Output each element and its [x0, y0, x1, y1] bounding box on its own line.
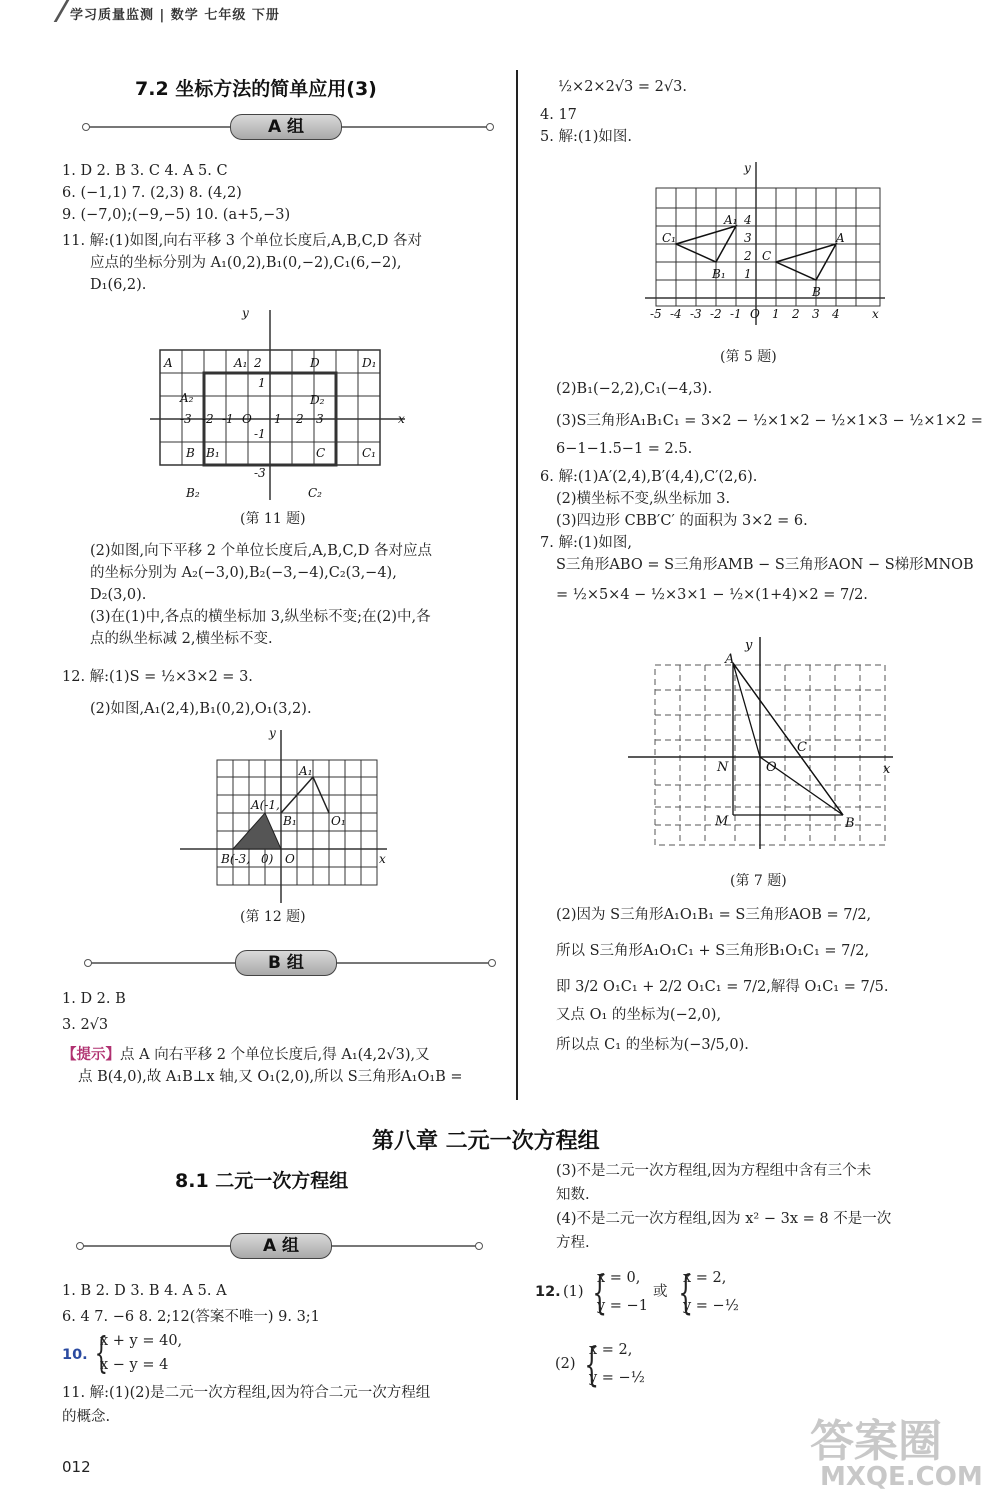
- answer-line: 5. 解:(1)如图.: [540, 129, 632, 145]
- fig7-label: A: [725, 652, 735, 667]
- answer-line: 6−1−1.5−1 = 2.5.: [556, 441, 693, 457]
- q10-number: 10.: [62, 1347, 88, 1363]
- fig11-label: D: [310, 356, 320, 370]
- answer-line: (2)如图,向下平移 2 个单位长度后,A,B,C,D 各对应点: [90, 543, 432, 559]
- fig12-caption: (第 12 题): [240, 909, 306, 925]
- fig12-label: A₁: [299, 764, 313, 778]
- fig11-label: B: [186, 446, 195, 460]
- watermark-logo: 答案圈: [810, 1416, 942, 1467]
- fig11-label: x: [398, 412, 405, 426]
- answer-line: ½×2×2√3 = 2√3.: [558, 79, 687, 95]
- equation-line: x = 2,: [683, 1270, 727, 1286]
- fig5-label: -1: [730, 307, 742, 321]
- answer-line: 方程.: [556, 1235, 590, 1251]
- fig11-label: 1: [258, 376, 266, 390]
- section-title-8-1: 8.1 二元一次方程组: [175, 1170, 349, 1192]
- group-b-badge: B 组: [235, 950, 337, 976]
- answer-line: 6. 4 7. −6 8. 2;12(答案不唯一) 9. 3;1: [62, 1309, 320, 1325]
- fig7-caption: (第 7 题): [730, 873, 787, 889]
- fig12-label: O: [285, 852, 295, 866]
- fig12-label: O₁: [331, 814, 346, 828]
- fig12-label: A(-1,: [251, 798, 280, 812]
- fig5-label: -4: [670, 307, 682, 321]
- answer-line: 的坐标分别为 A₂(−3,0),B₂(−3,−4),C₂(3,−4),: [90, 565, 397, 581]
- answer-line: S三角形ABO = S三角形AMB − S三角形AON − S梯形MNOB: [556, 557, 974, 573]
- figure-7: [625, 635, 895, 850]
- q11-part2: [90, 540, 432, 650]
- fig12-label: 0): [261, 852, 274, 866]
- fig5-label: C: [762, 249, 772, 263]
- fig11-label: y: [242, 306, 249, 320]
- answer-line: 11. 解:(1)(2)是二元一次方程组,因为符合二元一次方程组: [62, 1385, 431, 1401]
- fig11-label: 2: [254, 356, 262, 370]
- answer-line: (3)在(1)中,各点的横坐标加 3,纵坐标不变;在(2)中,各: [90, 609, 431, 625]
- fig5-caption: (第 5 题): [720, 349, 777, 365]
- equation-line: x = 2,: [589, 1342, 633, 1358]
- fig5-label: A: [836, 231, 845, 245]
- fig5-label: 2: [792, 307, 800, 321]
- q12-part1: [535, 1265, 795, 1323]
- fig11-label: -1: [254, 427, 266, 441]
- fig11-label: C₁: [362, 446, 376, 460]
- answer-line: 12. 解:(1)S = ½×3×2 = 3.: [62, 669, 253, 685]
- answer-line: (3)四边形 CBB′C′ 的面积为 3×2 = 6.: [556, 513, 808, 529]
- fig7-label: M: [715, 814, 729, 829]
- answer-line: (2)因为 S三角形A₁O₁B₁ = S三角形AOB = 7/2,: [556, 907, 872, 923]
- fig5-label: 3: [812, 307, 820, 321]
- fig7-label: O: [766, 760, 777, 775]
- fig11-label: -1: [222, 412, 234, 426]
- fig11-caption: (第 11 题): [240, 511, 306, 527]
- q12-part-label: (1): [563, 1284, 584, 1300]
- fig5-label: 1: [772, 307, 780, 321]
- fig7-label: B: [845, 816, 855, 831]
- fig5-label: B₁: [712, 267, 726, 281]
- answer-line: 应点的坐标分别为 A₁(0,2),B₁(0,−2),C₁(6,−2),: [90, 255, 402, 271]
- answer-line: 6. 解:(1)A′(2,4),B′(4,4),C′(2,6).: [540, 469, 758, 485]
- answer-line: 6. (−1,1) 7. (2,3) 8. (4,2): [62, 185, 242, 201]
- answer-line: (2)横坐标不变,纵坐标加 3.: [556, 491, 731, 507]
- fig5-label: O: [750, 307, 760, 321]
- fig11-label: C₂: [308, 486, 322, 500]
- fig5-label: -2: [710, 307, 722, 321]
- column-divider: [516, 70, 518, 1100]
- fig11-label: -3: [254, 466, 266, 480]
- equation-line: y = −1: [597, 1298, 648, 1314]
- tip-text: 点 B(4,0),故 A₁B⊥x 轴,又 O₁(2,0),所以 S三角形A₁O₁B =: [78, 1069, 463, 1085]
- answer-line: 1. D 2. B: [62, 991, 126, 1007]
- answer-line: (2)B₁(−2,2),C₁(−4,3).: [556, 381, 713, 397]
- fig12-label: x: [379, 852, 386, 866]
- right-top-lines: [540, 76, 687, 148]
- fig11-label: A₂: [180, 391, 194, 405]
- fig11-label: -2: [202, 412, 214, 426]
- q7-part2: [556, 904, 888, 1056]
- fig5-label: A₁: [724, 213, 738, 227]
- answer-line: 11. 解:(1)如图,向右平移 3 个单位长度后,A,B,C,D 各对: [62, 233, 423, 249]
- answer-line: (3)不是二元一次方程组,因为方程组中含有三个未: [556, 1163, 872, 1179]
- fig5-label: 3: [744, 231, 752, 245]
- fig11-label: B₂: [186, 486, 200, 500]
- left-answers: [62, 160, 422, 296]
- fig12-label: B₁: [283, 814, 297, 828]
- fig5-label: C₁: [662, 231, 676, 245]
- fig5-label: 2: [744, 249, 752, 263]
- figure-5: [640, 160, 890, 340]
- group-a-badge: A 组: [230, 114, 342, 140]
- group-a-badge-ch8: A 组: [230, 1233, 332, 1259]
- fig11-label: D₂: [310, 393, 325, 407]
- fig11-label: O: [242, 412, 252, 426]
- fig11-label: A: [164, 356, 173, 370]
- fig5-label: y: [744, 161, 751, 175]
- tip-text: 点 A 向右平移 2 个单位长度后,得 A₁(4,2√3),又: [120, 1047, 430, 1063]
- answer-line: (2)如图,A₁(2,4),B₁(0,2),O₁(3,2).: [90, 701, 312, 717]
- fig11-label: 1: [274, 412, 282, 426]
- fig11-label: C: [316, 446, 326, 460]
- fig5-label: -5: [650, 307, 662, 321]
- ch8-left-answers: [62, 1280, 320, 1328]
- fig11-label: B₁: [206, 446, 220, 460]
- answer-line: 9. (−7,0);(−9,−5) 10. (a+5,−3): [62, 207, 291, 223]
- q12: [62, 666, 312, 720]
- fig7-label: C: [797, 740, 807, 755]
- fig12-label: B(-3,: [221, 852, 251, 866]
- equation-line: x = 0,: [597, 1270, 641, 1286]
- answer-line: 7. 解:(1)如图,: [540, 535, 632, 551]
- q12-part2: [555, 1335, 715, 1393]
- watermark-url: MXQE.COM: [820, 1462, 983, 1492]
- q12-part-label: (2): [555, 1356, 576, 1372]
- answer-line: 知数.: [556, 1187, 590, 1203]
- answer-line: 又点 O₁ 的坐标为(−2,0),: [556, 1007, 722, 1023]
- equation-line: x − y = 4: [100, 1357, 169, 1373]
- or-word: 或: [653, 1284, 668, 1300]
- answer-line: 的概念.: [62, 1409, 111, 1425]
- answer-line: D₁(6,2).: [90, 277, 147, 293]
- fig11-label: -3: [180, 412, 192, 426]
- brace-icon: {: [584, 1337, 599, 1391]
- q12-number: 12.: [535, 1284, 561, 1300]
- fig5-label: -3: [690, 307, 702, 321]
- ch8-right-lines: [556, 1160, 891, 1254]
- fig7-label: y: [745, 638, 753, 653]
- q5-q7-lines: [540, 378, 983, 606]
- equation-line: x + y = 40,: [100, 1333, 183, 1349]
- page-number: 012: [62, 1458, 91, 1476]
- figure-12: [175, 725, 395, 905]
- answer-line: D₂(3,0).: [90, 587, 147, 603]
- running-header: 学习质量监测 | 数学 七年级 下册: [70, 8, 280, 23]
- fig7-label: x: [883, 762, 891, 777]
- fig5-label: 1: [744, 267, 752, 281]
- answer-line: 即 3/2 O₁C₁ + 2/2 O₁C₁ = 7/2,解得 O₁C₁ = 7/5.: [556, 979, 889, 995]
- fig11-label: A₁: [234, 356, 248, 370]
- answer-line: 所以点 C₁ 的坐标为(−3/5,0).: [556, 1037, 749, 1053]
- section-title-7-2: 7.2 坐标方法的简单应用(3): [135, 78, 377, 100]
- fig11-label: 2: [296, 412, 304, 426]
- fig7-label: N: [717, 760, 729, 775]
- fig5-label: B: [812, 285, 821, 299]
- fig5-label: 4: [744, 213, 752, 227]
- fig5-label: 4: [832, 307, 840, 321]
- fig11-label: D₁: [362, 356, 377, 370]
- figure-11: [150, 305, 420, 505]
- tip-label: 【提示】: [62, 1047, 120, 1063]
- ch8-q11: [62, 1382, 430, 1428]
- answer-line: 1. B 2. D 3. B 4. A 5. A: [62, 1283, 227, 1299]
- answer-line: (3)S三角形A₁B₁C₁ = 3×2 − ½×1×2 − ½×1×3 − ½×1×2 =: [556, 413, 983, 429]
- answer-line: 3. 2√3: [62, 1017, 109, 1033]
- answer-line: = ½×5×4 − ½×3×1 − ½×(1+4)×2 = 7/2.: [556, 587, 868, 603]
- answer-line: 所以 S三角形A₁O₁C₁ + S三角形B₁O₁C₁ = 7/2,: [556, 943, 870, 959]
- fig12-label: y: [269, 726, 276, 740]
- answer-line: (4)不是二元一次方程组,因为 x² − 3x = 8 不是一次: [556, 1211, 892, 1227]
- equation-line: y = −½: [683, 1298, 739, 1314]
- answer-line: 1. D 2. B 3. C 4. A 5. C: [62, 163, 228, 179]
- brace-icon: {: [678, 1265, 693, 1319]
- fig11-label: 3: [316, 412, 324, 426]
- fig5-label: x: [872, 307, 879, 321]
- brace-icon: {: [592, 1265, 607, 1319]
- answer-line: 点的纵坐标减 2,横坐标不变.: [90, 631, 273, 647]
- brace-icon: {: [94, 1328, 109, 1377]
- chapter-title: 第八章 二元一次方程组: [372, 1128, 600, 1154]
- answer-line: 4. 17: [540, 107, 577, 123]
- group-b-answers: [62, 988, 463, 1088]
- equation-line: y = −½: [589, 1370, 645, 1386]
